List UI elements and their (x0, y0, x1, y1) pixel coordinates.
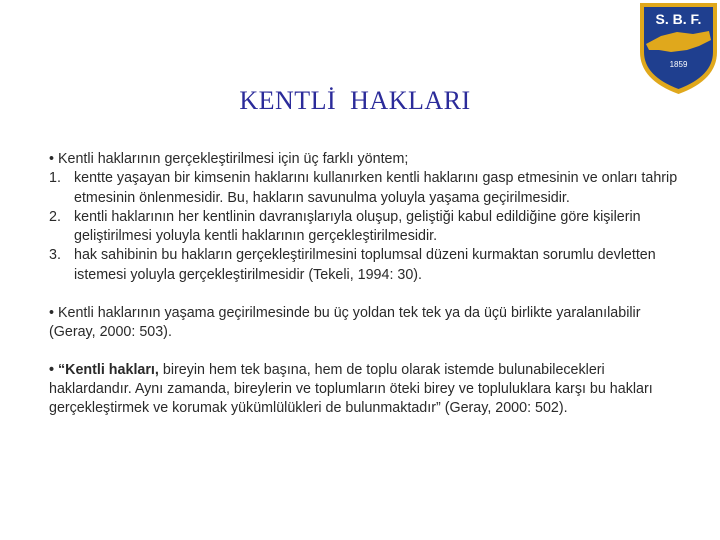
page-title: KENTLİ HAKLARI (239, 86, 471, 115)
method-item (49, 208, 679, 247)
paragraph-definition (49, 361, 679, 419)
method-item (49, 246, 679, 285)
logo-year: 1859 (669, 60, 688, 69)
method-text: hak sahibinin bu hakların gerçekleştirilmesini toplumsal düzeni kurmaktan sorumlu devletten istemesi yoluyla gerçekleştirilmesidir (Tekeli, 1994: 30). (74, 247, 656, 283)
method-text: kentli haklarının her kentlinin davranışlarıyla oluşup, geliştiği kabul edildiğine göre kişilerin geliştirilmesi yoluyla kentli haklarının gerçekleştirilmesidir. (74, 208, 641, 245)
sbf-logo-emblem (637, 0, 720, 96)
methods-list (49, 169, 679, 285)
logo-text: S. B. F. (655, 11, 702, 27)
method-text: kentte yaşayan bir kimsenin haklarını kullanırken kentli haklarını gasp etmesinin ve onları tahrip etmesinin önlenmesidir. Bu, hakların savunulma yoluyla yaşama geçirilmesidir. (74, 170, 678, 206)
method-item (49, 169, 679, 208)
paragraph-usage: • Kentli haklarının yaşama geçirilmesinde bu üç yoldan tek tek ya da üçü birlikte yaralanılabilir (Geray, 2000: 503). (49, 305, 641, 341)
method-number: 1. (49, 170, 61, 187)
definition-rest: bireyin hem tek başına, hem de toplu olarak istemde bulunabilecekleri haklardandır. Aynı zamanda, bireylerin ve toplumların öteki birey ve topluluklara karşı bu hakları gerçekleştirmek ve korumak yükümlülükleri de bulunmaktadır” (Geray, 2000: 502). (49, 361, 653, 417)
method-number: 3. (49, 247, 61, 264)
content-body (49, 150, 679, 419)
intro-bullet: • Kentli haklarının gerçekleştirilmesi için üç farklı yöntem; (49, 151, 409, 167)
method-number: 2. (49, 208, 61, 225)
definition-lead: • “Kentli hakları, (49, 361, 159, 378)
